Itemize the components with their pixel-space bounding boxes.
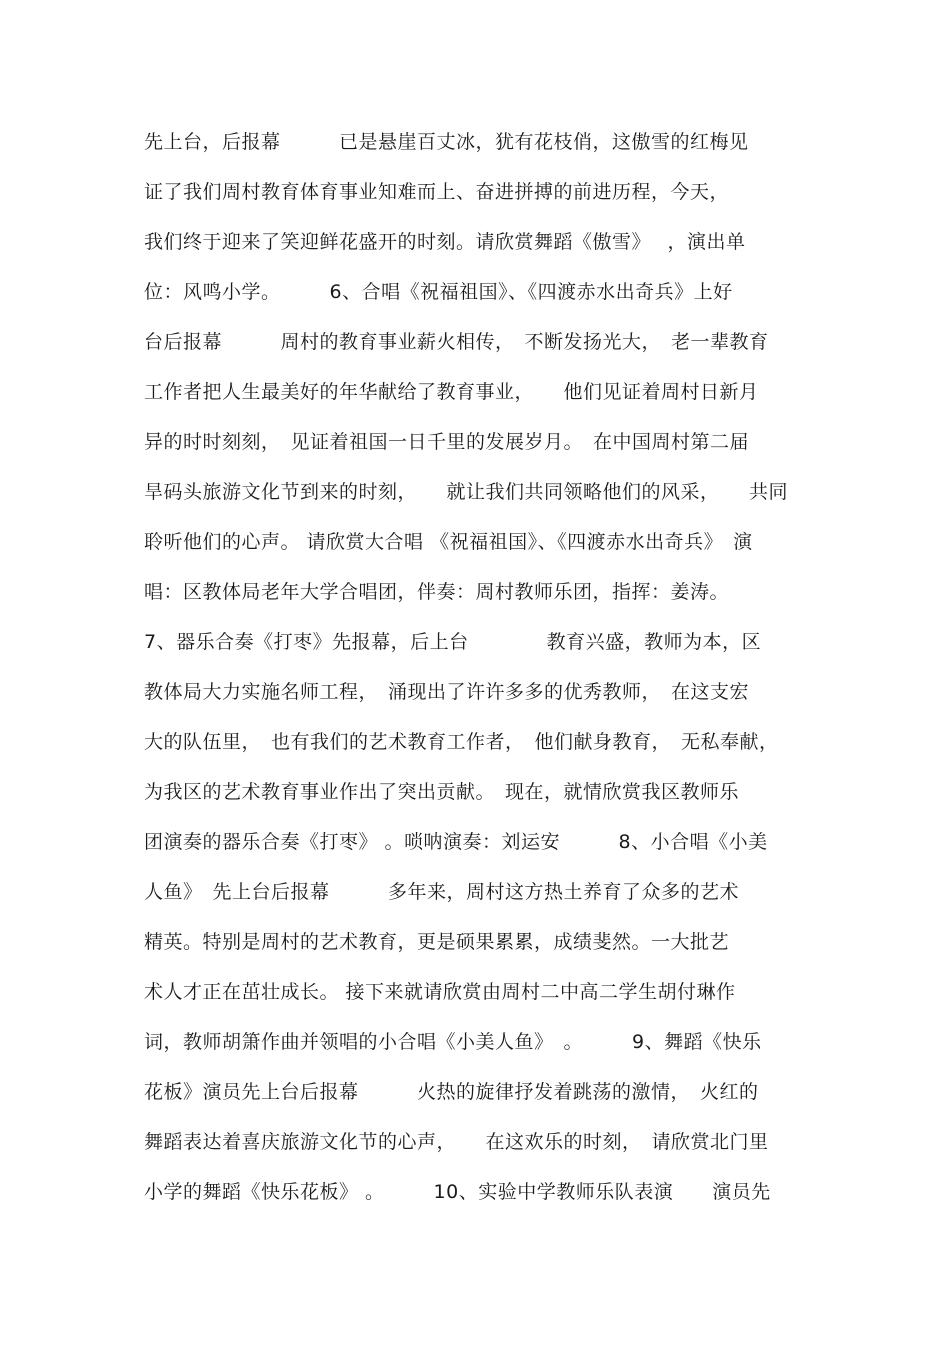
text-line: 我们终于迎来了笑迎鲜花盛开的时刻。请欣赏舞蹈《傲雪》 ，演出单 bbox=[144, 231, 746, 253]
text-line: 先上台，后报幕 已是悬崖百丈冰，犹有花枝俏，这傲雪的红梅见 bbox=[144, 131, 749, 153]
text-line: 台后报幕 周村的教育事业薪火相传， 不断发扬光大， 老一辈教育 bbox=[144, 331, 769, 353]
text-line: 教体局大力实施名师工程， 涌现出了许许多多的优秀教师， 在这支宏 bbox=[144, 681, 750, 703]
text-line: 聆听他们的心声。 请欣赏大合唱 《祝福祖国》、《四渡赤水出奇兵》 演 bbox=[144, 531, 753, 553]
text-line: 词，教师胡箫作曲并领唱的小合唱《小美人鱼》 。 9、舞蹈《快乐 bbox=[144, 1031, 762, 1053]
text-line: 工作者把人生最美好的年华献给了教育事业， 他们见证着周村日新月 bbox=[144, 381, 759, 403]
text-line: 位：风鸣小学。 6、合唱《祝福祖国》、《四渡赤水出奇兵》上好 bbox=[144, 281, 733, 303]
text-line: 为我区的艺术教育事业作出了突出贡献。 现在，就情欣赏我区教师乐 bbox=[144, 781, 740, 803]
text-line: 小学的舞蹈《快乐花板》 。 10、实验中学教师乐队表演 演员先 bbox=[144, 1181, 771, 1203]
text-line: 旱码头旅游文化节到来的时刻， 就让我们共同领略他们的风采， 共同 bbox=[144, 481, 789, 503]
text-line: 人鱼》 先上台后报幕 多年来，周村这方热土养育了众多的艺术 bbox=[144, 881, 740, 903]
text-line: 证了我们周村教育体育事业知难而上、奋进拼搏的前进历程，今天， bbox=[144, 181, 730, 203]
text-line: 术人才正在茁壮成长。 接下来就请欣赏由周村二中高二学生胡付琳作 bbox=[144, 981, 736, 1003]
text-line: 唱：区教体局老年大学合唱团，伴奏：周村教师乐团，指挥：姜涛。 bbox=[144, 581, 730, 603]
text-line: 团演奏的器乐合奏《打枣》 。唢呐演奏：刘运安 8、小合唱《小美 bbox=[144, 831, 768, 853]
text-line: 大的队伍里， 也有我们的艺术教育工作者， 他们献身教育， 无私奉献， bbox=[144, 731, 779, 753]
text-line: 异的时时刻刻， 见证着祖国一日千里的发展岁月。 在中国周村第二届 bbox=[144, 431, 750, 453]
text-line: 精英。特别是周村的艺术教育，更是硕果累累，成绩斐然。一大批艺 bbox=[144, 931, 730, 953]
text-line: 舞蹈表达着喜庆旅游文化节的心声， 在这欢乐的时刻， 请欣赏北门里 bbox=[144, 1131, 769, 1153]
text-line: 花板》演员先上台后报幕 火热的旋律抒发着跳荡的激情， 火红的 bbox=[144, 1081, 759, 1103]
text-line: 7、器乐合奏《打枣》先报幕，后上台 教育兴盛，教师为本，区 bbox=[144, 631, 762, 653]
